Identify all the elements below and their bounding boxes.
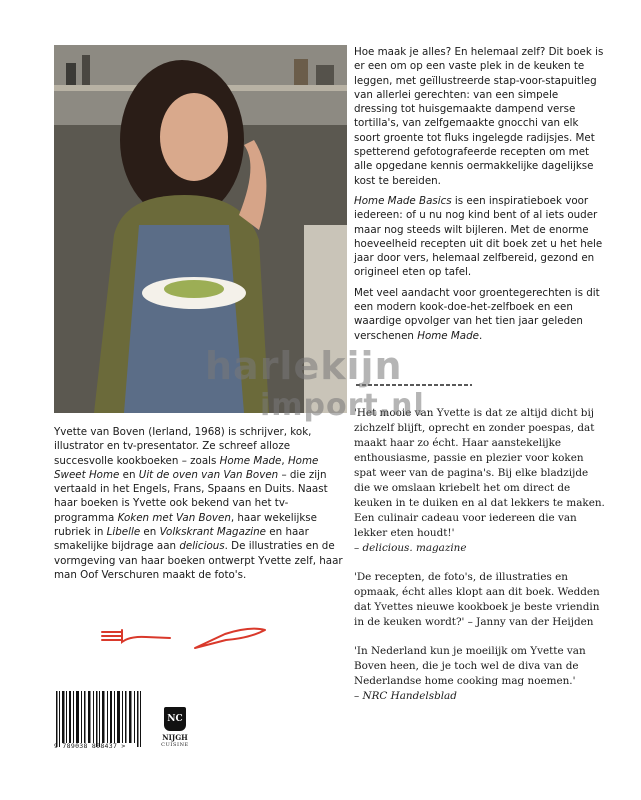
bio-text: en haar smakelijke bijdrage aan xyxy=(54,526,309,553)
review-quote xyxy=(354,570,606,630)
bio-text: en xyxy=(119,468,139,481)
review-quotes xyxy=(354,406,606,718)
bio-text: , xyxy=(281,454,288,467)
author-bio xyxy=(54,425,346,582)
quote-text: 'De recepten, de foto's, de illustraties en opmaak, écht alles klopt aan dit boek. Wedden dat Yvettes nieuwe kookboek je beste vriendin in de keuken wordt?' – Janny van der Heijden xyxy=(354,571,600,628)
tv-program-title: Koken met Van Boven xyxy=(117,511,231,524)
book-title: Home Made xyxy=(417,329,479,342)
description-text: is een inspiratieboek voor iedereen: of u nu nog kind bent of al iets ouder maar nog steeds wilt bijleren. Met de enorme hoeveelheid recepten uit dit boek zet u het hele jaar door vers, helemaal zelfbereid, gezond en origineel eten op tafel. xyxy=(354,194,603,279)
bio-text: , haar wekelijkse rubriek in xyxy=(54,511,317,539)
magazine-title: Volkskrant Magazine xyxy=(159,526,267,539)
book-title: Home Made Basics xyxy=(354,194,452,207)
description-paragraph: Hoe maak je alles? En helemaal zelf? Dit boek is er een om op een vaste plek in de keuken te leggen, met geïllustreerde stap-voor-stapuitleg van allerlei gerechten: van een simpele dressing tot huisgemaakte dampend verse tortilla's, van zelfgemaakte gnocchi van elk soort groente tot fluks ingelegde radijsjes. Met spetterend gefotografeerde recepten om met alle opgedane kennis oermakkelijke dagelijkse kost te bereiden. xyxy=(354,46,604,187)
fork-and-knife-icon xyxy=(100,624,270,654)
bio-text: . De illustraties en de vormgeving van haar boeken ontwerpt Yvette zelf, haar man Oof Verschuren maakt de foto's. xyxy=(54,540,343,581)
description-paragraph xyxy=(354,286,604,343)
watermark-line: harlekijn xyxy=(205,344,403,388)
review-quote xyxy=(354,406,606,556)
bio-text: – die zijn vertaald in het Engels, Frans, Spaans en Duits. Naast haar boeken is Yvette ook bekend van het tv-programma xyxy=(54,468,328,524)
bio-text: en xyxy=(140,526,160,539)
punctuation: . xyxy=(478,329,483,342)
quote-source: – delicious. magazine xyxy=(354,542,467,554)
magazine-title: Libelle xyxy=(106,526,141,539)
book-title: Uit de oven van Van Boven xyxy=(138,468,279,481)
description-paragraph xyxy=(354,194,604,280)
quote-text: 'Het mooie van Yvette is dat ze altijd dicht bij zichzelf blijft, oprecht en zonder poespas, dat maakt haar zo écht. Haar aanstekelijke enthousiasme, passie en plezier voor koken spat weer van de pagina's. Bij elke bladzijde die we omslaan kriebelt het om direct de keuken in te duiken en al dat lekkers te maken. Een culinair cadeau voor iedereen die van lekker eten houdt!' xyxy=(354,407,605,539)
author-photo xyxy=(54,45,347,413)
book-title: Home Sweet Home xyxy=(54,454,319,481)
bio-text: Yvette van Boven (Ierland, 1968) is schrijver, kok, illustrator en tv-presentator. Ze schreef alloze succesvolle kookboeken – zoals xyxy=(54,426,312,467)
publisher-logo xyxy=(157,707,193,748)
description-text: Met veel aandacht voor groentegerechten is dit een modern kook-doe-het-zelfboek en een waardige opvolger van het tien jaar geleden verschenen xyxy=(354,286,600,342)
quote-text: 'In Nederland kun je moeilijk om Yvette van Boven heen, die je toch wel de diva van de Nederlandse home cooking mag noemen.' xyxy=(354,645,586,687)
publisher-imprint: CUISINE xyxy=(161,742,189,748)
barcode-number: 9 789038 808437 > xyxy=(54,742,126,750)
book-description xyxy=(354,45,604,349)
quote-source: – NRC Handelsblad xyxy=(354,690,457,702)
watermark-line: import.nl xyxy=(260,388,425,423)
review-quote xyxy=(354,644,606,704)
publisher-mark: NC xyxy=(164,707,186,731)
magazine-title: delicious xyxy=(179,540,225,553)
decorative-divider xyxy=(354,381,474,389)
book-title: Home Made xyxy=(219,454,282,467)
publisher-name: NIJGH xyxy=(162,733,188,742)
